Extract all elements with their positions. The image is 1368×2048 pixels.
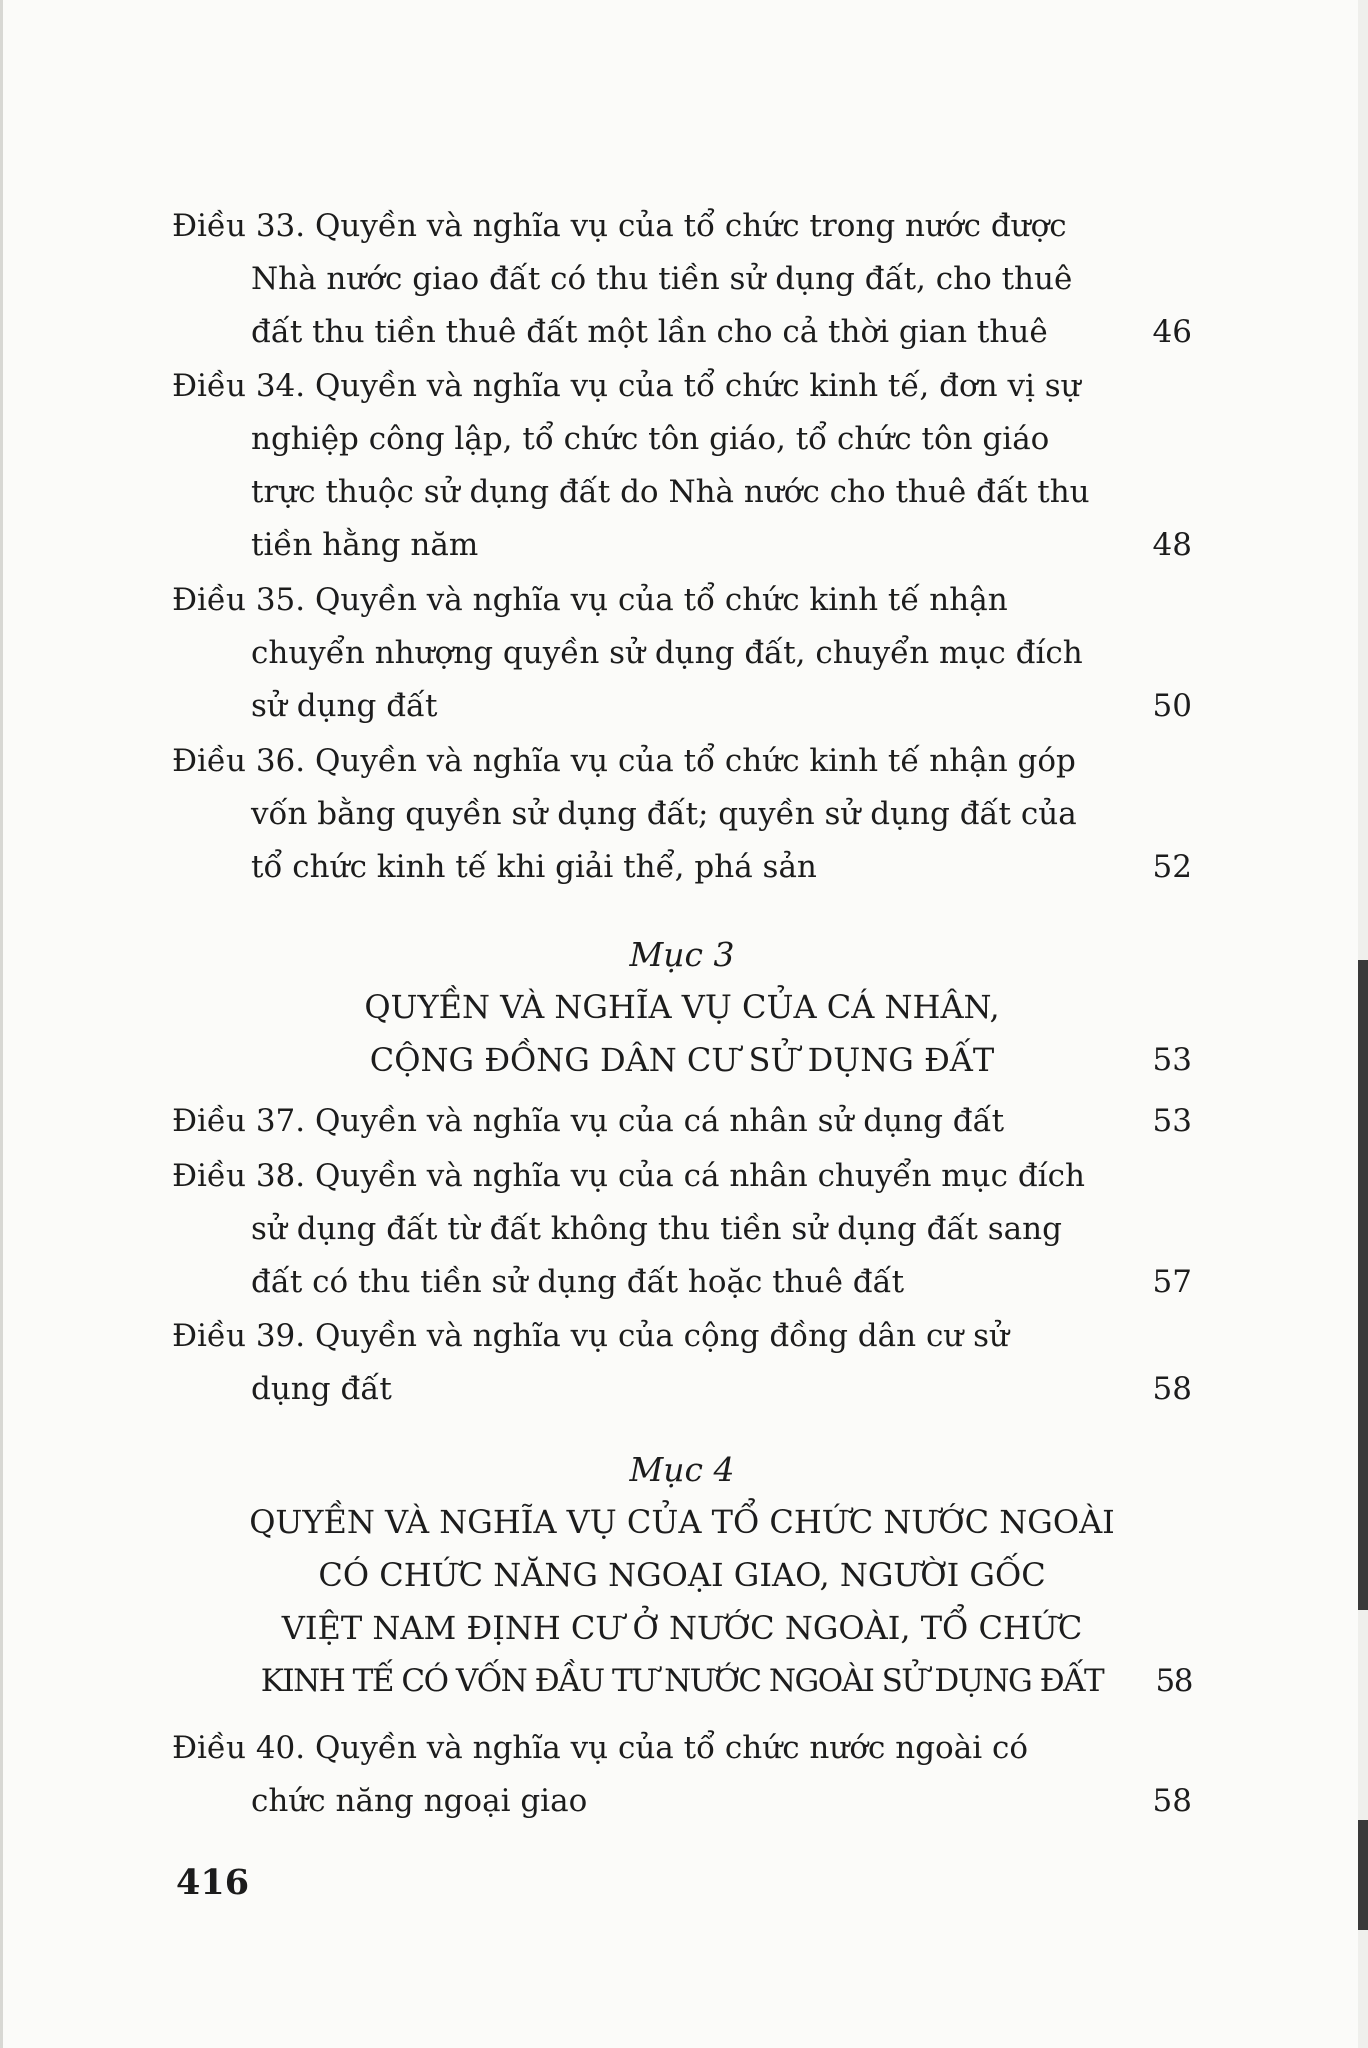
page-left-edge	[0, 0, 3, 2048]
section-title-line: VIỆT NAM ĐỊNH CƯ Ở NƯỚC NGOÀI, TỔ CHỨC	[281, 1609, 1083, 1647]
section-title-line: QUYỀN VÀ NGHĨA VỤ CỦA TỔ CHỨC NƯỚC NGOÀI	[249, 1503, 1115, 1541]
section-heading: Mục 4	[629, 1450, 735, 1489]
section-title-line: KINH TẾ CÓ VỐN ĐẦU TƯ NƯỚC NGOÀI SỬ DỤNG ĐẤT 58	[172, 1655, 1192, 1708]
toc-page-number: 46	[1152, 314, 1192, 350]
toc-section-muc-4	[172, 1443, 1192, 1708]
toc-entry-line: sử dụng đất từ đất không thu tiền sử dụng đất sang	[251, 1211, 1062, 1247]
toc-entry-line: nghiệp công lập, tổ chức tôn giáo, tổ chức tôn giáo	[251, 421, 1050, 457]
section-heading: Mục 3	[629, 935, 735, 974]
toc-entry-line: vốn bằng quyền sử dụng đất; quyền sử dụng đất của	[251, 796, 1077, 832]
toc-entry-line: Nhà nước giao đất có thu tiền sử dụng đất, cho thuê	[251, 261, 1073, 297]
toc-page-number: 58	[1155, 1663, 1192, 1699]
toc-page-number: 53	[1152, 1042, 1192, 1078]
toc-page-number: 53	[1152, 1103, 1192, 1139]
page-edge-shadow	[1358, 1820, 1368, 1930]
toc-page-number: 52	[1152, 849, 1192, 885]
section-title-line: CÓ CHỨC NĂNG NGOẠI GIAO, NGƯỜI GỐC	[318, 1556, 1046, 1594]
toc-entry-dieu-39	[172, 1310, 1192, 1416]
toc-entry-dieu-35	[172, 574, 1192, 733]
toc-entry-line: Điều 38. Quyền và nghĩa vụ của cá nhân chuyển mục đích	[172, 1158, 1085, 1194]
toc-entry-line: đất có thu tiền sử dụng đất hoặc thuê đất 57	[172, 1256, 1192, 1309]
toc-entry-line: tổ chức kinh tế khi giải thể, phá sản 52	[172, 841, 1192, 894]
toc-entry-dieu-36	[172, 735, 1192, 894]
toc-page-number: 57	[1152, 1264, 1192, 1300]
toc-entry-line: đất thu tiền thuê đất một lần cho cả thời gian thuê 46	[172, 306, 1192, 359]
page-edge-shadow	[1358, 960, 1368, 1610]
toc-page-number: 58	[1152, 1783, 1192, 1819]
toc-entry-line: Điều 40. Quyền và nghĩa vụ của tổ chức nước ngoài có	[172, 1730, 1028, 1766]
toc-entry-line: Điều 33. Quyền và nghĩa vụ của tổ chức trong nước được	[172, 208, 1067, 244]
toc-entry-dieu-38	[172, 1150, 1192, 1309]
toc-entry-line: Điều 39. Quyền và nghĩa vụ của cộng đồng dân cư sử	[172, 1318, 1009, 1354]
toc-section-muc-3	[172, 928, 1192, 1087]
toc-entry-line: Điều 36. Quyền và nghĩa vụ của tổ chức kinh tế nhận góp	[172, 743, 1076, 779]
toc-entry-line: dụng đất 58	[172, 1363, 1192, 1416]
toc-page-number: 50	[1152, 688, 1192, 724]
page-folio-number: 416	[176, 1862, 250, 1903]
section-title-line: CỘNG ĐỒNG DÂN CƯ SỬ DỤNG ĐẤT 53	[172, 1034, 1192, 1087]
toc-entry-line: tiền hằng năm 48	[172, 519, 1192, 572]
section-title-line: QUYỀN VÀ NGHĨA VỤ CỦA CÁ NHÂN,	[364, 988, 1000, 1026]
toc-page-number: 58	[1152, 1371, 1192, 1407]
toc-entry-line: trực thuộc sử dụng đất do Nhà nước cho thuê đất thu	[251, 474, 1090, 510]
toc-entry-line: chuyển nhượng quyền sử dụng đất, chuyển mục đích	[251, 635, 1083, 671]
toc-entry-line: Điều 34. Quyền và nghĩa vụ của tổ chức kinh tế, đơn vị sự	[172, 368, 1081, 404]
toc-entry-dieu-37	[172, 1095, 1192, 1148]
toc-entry-line: Điều 37. Quyền và nghĩa vụ của cá nhân sử dụng đất 53	[172, 1095, 1192, 1148]
toc-entry-line: Điều 35. Quyền và nghĩa vụ của tổ chức kinh tế nhận	[172, 582, 1008, 618]
toc-entry-dieu-40	[172, 1722, 1192, 1828]
toc-page-number: 48	[1152, 527, 1192, 563]
toc-entry-line: sử dụng đất 50	[172, 680, 1192, 733]
toc-entry-line: chức năng ngoại giao 58	[172, 1775, 1192, 1828]
toc-entry-dieu-33	[172, 200, 1192, 359]
toc-entry-dieu-34	[172, 360, 1192, 572]
